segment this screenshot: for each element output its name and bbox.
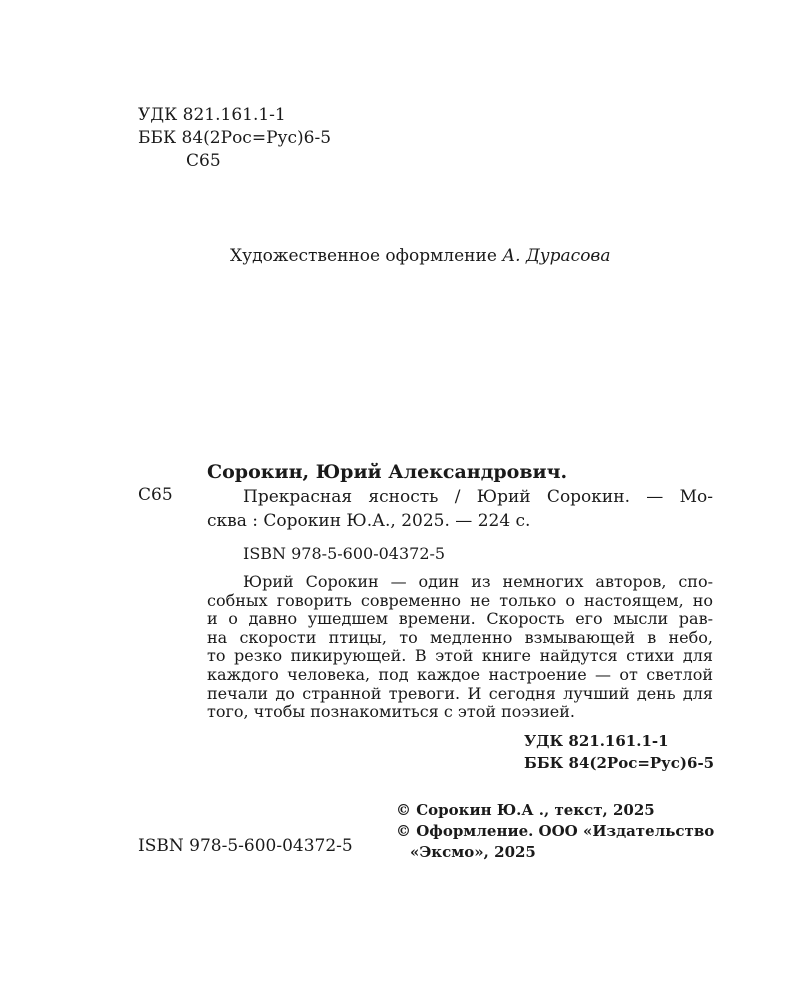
- annotation-line: Юрий Сорокин — один из немногих авторов, спо-: [243, 572, 713, 591]
- bottom-classification-codes: [524, 730, 714, 774]
- annotation-line: собных говорить современно не только о настоящем, но: [207, 590, 713, 610]
- bib-side-mark: С65: [138, 485, 173, 505]
- annotation-line: и о давно ушедшем времени. Скорость его мысли рав-: [207, 609, 713, 629]
- bbk-code: ББК 84(2Рос=Рус)6-5: [524, 754, 715, 772]
- annotation: [207, 573, 713, 722]
- bib-isbn: ISBN 978-5-600-04372-5: [243, 544, 446, 563]
- bib-title-line: сква : Сорокин Ю.А., 2025. — 224 с.: [207, 511, 531, 531]
- annotation-line: то резко пикирующей. В этой книге найдутся стихи для: [207, 646, 713, 666]
- bib-title-block: [207, 485, 713, 533]
- annotation-line: того, чтобы познакомиться с этой поэзией.: [207, 702, 575, 722]
- design-credit-name: А. Дурасова: [502, 246, 611, 266]
- copyright-line: «Эксмо», 2025: [410, 843, 536, 861]
- bib-title-line: Прекрасная ясность / Юрий Сорокин. — Мо-: [243, 487, 713, 507]
- design-credit: [230, 246, 610, 266]
- annotation-line: печали до странной тревоги. И сегодня лучший день для: [207, 683, 713, 703]
- bbk-code: ББК 84(2Рос=Рус)6-5: [138, 128, 332, 148]
- isbn-bottom: ISBN 978-5-600-04372-5: [138, 836, 353, 856]
- top-classification-codes: [138, 104, 331, 173]
- copyright-line: © Сорокин Ю.А ., текст, 2025: [396, 801, 655, 819]
- author-mark: С65: [186, 151, 221, 171]
- copyright-line: © Оформление. ООО «Издательство: [396, 822, 715, 840]
- bib-author: Сорокин, Юрий Александрович.: [207, 461, 568, 483]
- annotation-line: на скорости птицы, то медленно взмывающей в небо,: [207, 627, 713, 647]
- copyright-block: [396, 800, 714, 863]
- annotation-line: каждого человека, под каждое настроение — от светлой: [207, 664, 713, 684]
- udk-code: УДК 821.161.1-1: [138, 105, 286, 125]
- udk-code: УДК 821.161.1-1: [524, 732, 669, 750]
- design-credit-label: Художественное оформление: [230, 246, 497, 266]
